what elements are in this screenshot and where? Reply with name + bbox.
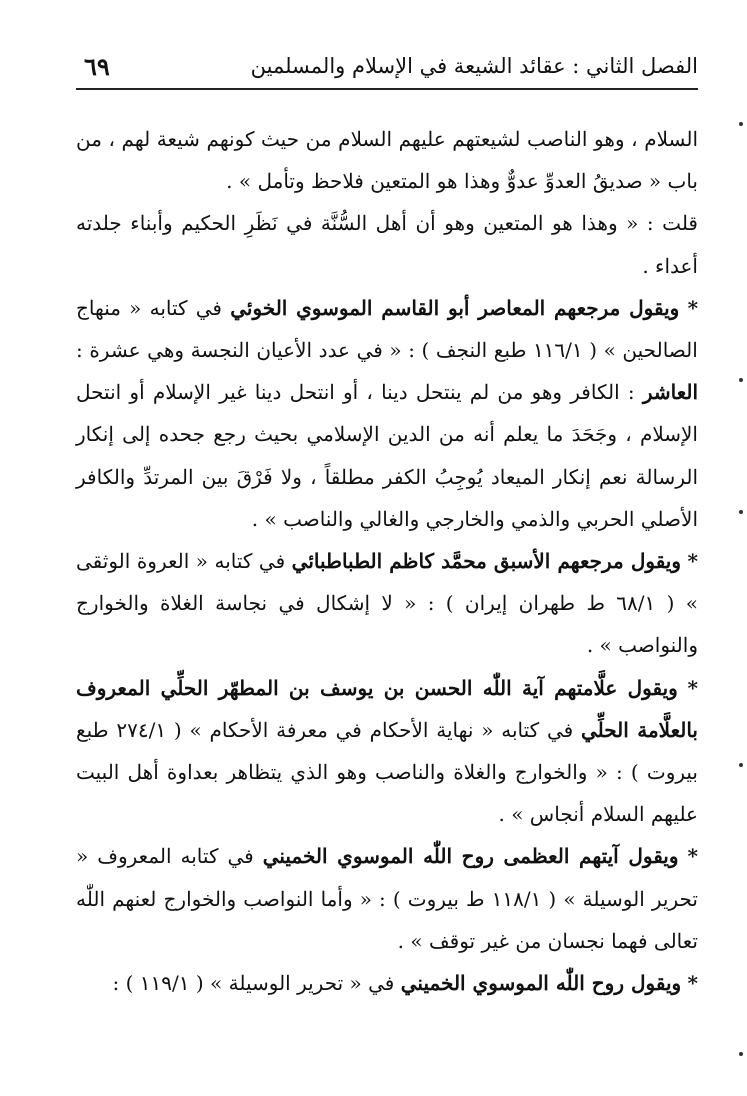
- paragraph-text: في كتابه « نهاية الأحكام في معرفة الأحكام » ( ٢٧٤/١ طبع بيروت ) : « والخوارج والغلاة والناصب وهو الذي يتظاهر بعداوة أهل البيت عليهم السلام أنجاس » .: [76, 717, 698, 827]
- paragraph-text: في كتابه « منهاج الصالحين » ( ١١٦/١ طبع النجف ) : « في عدد الأعيان النجسة وهي عشرة :: [76, 295, 698, 363]
- paragraph: [76, 835, 698, 962]
- paragraph-text-bold: العاشر: [642, 380, 698, 405]
- paragraph: [76, 962, 698, 1004]
- body-text: [76, 118, 698, 1004]
- margin-dot: [739, 510, 743, 514]
- page-header: [76, 42, 698, 90]
- paragraph: [76, 667, 698, 836]
- paragraph-text: في كتابه المعروف « تحرير الوسيلة » ( ١١٨/١ ط بيروت ) : « وأما النواصب والخوارج لعنهم اللّٰه تعالى فهما نجسان من غير توقف » .: [76, 844, 699, 953]
- paragraph-text: في « تحرير الوسيلة » ( ١١٩/١ ) :: [112, 971, 395, 996]
- paragraph-text-bold: ويقول علَّامتهم آية اللّٰه الحسن بن يوسف بن المطهّر الحلِّي المعروف بالعلَّامة الحلِّي: [76, 675, 698, 742]
- paragraph-text-bold: ويقول روح اللّٰه الموسوي الخميني: [400, 971, 682, 996]
- paragraph-text: في كتابه « العروة الوثقى » ( ٦٨/١ ط طهران إيران ) : « لا إشكال في نجاسة الغلاة والخوارج والنواصب » .: [76, 549, 698, 658]
- margin-dot: [739, 122, 743, 126]
- bullet-marker: *: [687, 971, 698, 996]
- bullet-marker: *: [687, 549, 699, 574]
- paragraph-text: السلام ، وهو الناصب لشيعتهم عليهم السلام من حيث كونهم شيعة لهم ، من باب « صديقُ العدوِّ عدوٌّ وهذا هو المتعين فلاحظ وتأمل » .: [76, 127, 698, 194]
- paragraph: [76, 540, 698, 667]
- page-number: ٦٩: [84, 52, 110, 81]
- paragraph: [76, 202, 698, 286]
- bullet-marker: *: [687, 675, 698, 700]
- bullet-marker: *: [687, 295, 699, 320]
- paragraph-text: قلت : « وهذا هو المتعين وهو أن أهل السُّنَّة في نَظَرِ الحكيم وأبناء جلدته أعداء .: [76, 211, 698, 278]
- paragraph: [76, 118, 698, 202]
- bullet-marker: *: [687, 844, 699, 869]
- paragraph-text-bold: ويقول مرجعهم المعاصر أبو القاسم الموسوي الخوئي: [230, 295, 680, 320]
- running-head: الفصل الثاني : عقائد الشيعة في الإسلام والمسلمين: [250, 54, 698, 78]
- paragraph-text: : الكافر وهو من لم ينتحل دينا ، أو انتحل دينا غير الإسلام أو انتحل الإسلام ، وجَحَدَ ما يعلم أنه من الدين الإسلامي بحيث رجع جحده إلى إنكار الرسالة نعم إنكار الميعاد يُوجِبُ الكفر مطلقاً ، ولا فَرْقَ بين المرتدِّ والكافر الأصلي الحربي والذمي والخارجي والغالي والناصب » .: [76, 380, 698, 531]
- margin-dot: [739, 378, 743, 382]
- paragraph-text-bold: ويقول مرجعهم الأسبق محمَّد كاظم الطباطبائي: [291, 549, 682, 574]
- margin-dot: [739, 1052, 743, 1056]
- paragraph-text-bold: ويقول آيتهم العظمى روح اللّٰه الموسوي الخميني: [262, 844, 679, 869]
- paragraph: [76, 287, 698, 540]
- margin-dot: [739, 763, 743, 767]
